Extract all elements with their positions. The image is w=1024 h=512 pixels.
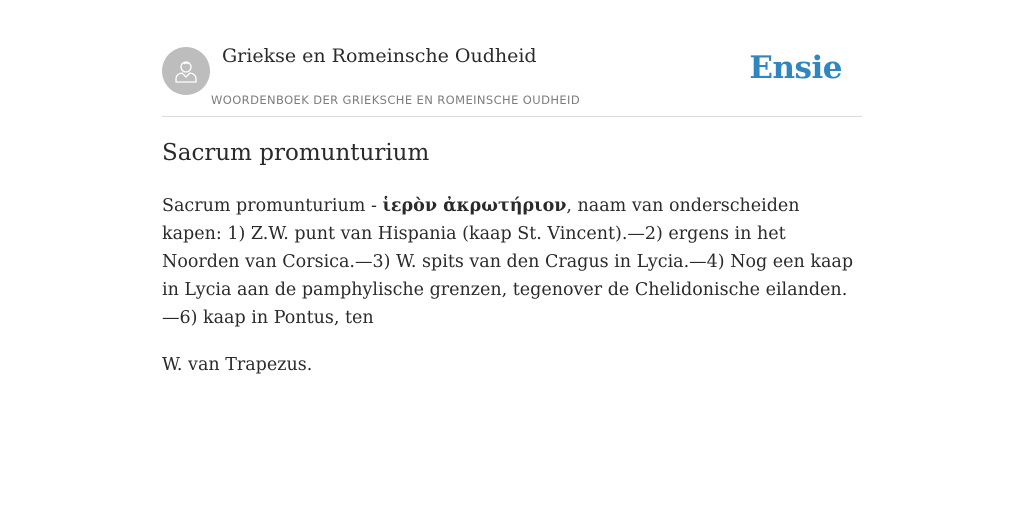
entry-paragraph	[162, 192, 862, 332]
entry-term: Sacrum promunturium	[162, 196, 366, 216]
source-title[interactable]: Griekse en Romeinsche Oudheid	[222, 45, 537, 67]
entry-definition: , naam van onderscheiden kapen: 1) Z.W. punt van Hispania (kaap St. Vincent).—2) ergens in het Noorden van Corsica.—3) W. spits van den Cragus in Lycia.—4) Nog een kaap in Lycia aan de pamphylische grenzen, tegenover de Chelidonische eilanden.—6) kaap in Pontus, ten	[162, 196, 854, 328]
source-avatar[interactable]	[162, 47, 210, 95]
user-icon	[171, 56, 201, 86]
entry-title: Sacrum promunturium	[162, 140, 430, 166]
term-separator: -	[365, 196, 383, 216]
source-header	[162, 0, 862, 117]
source-subtitle: WOORDENBOEK DER GRIEKSCHE EN ROMEINSCHE OUDHEID	[211, 93, 581, 107]
entry-body	[162, 192, 862, 398]
entry-paragraph-continuation: W. van Trapezus.	[162, 355, 313, 375]
ensie-logo[interactable]: Ensie	[749, 50, 842, 86]
page-container	[162, 0, 862, 375]
greek-term: ἱερὸν ἀκρωτήριον	[382, 196, 567, 216]
